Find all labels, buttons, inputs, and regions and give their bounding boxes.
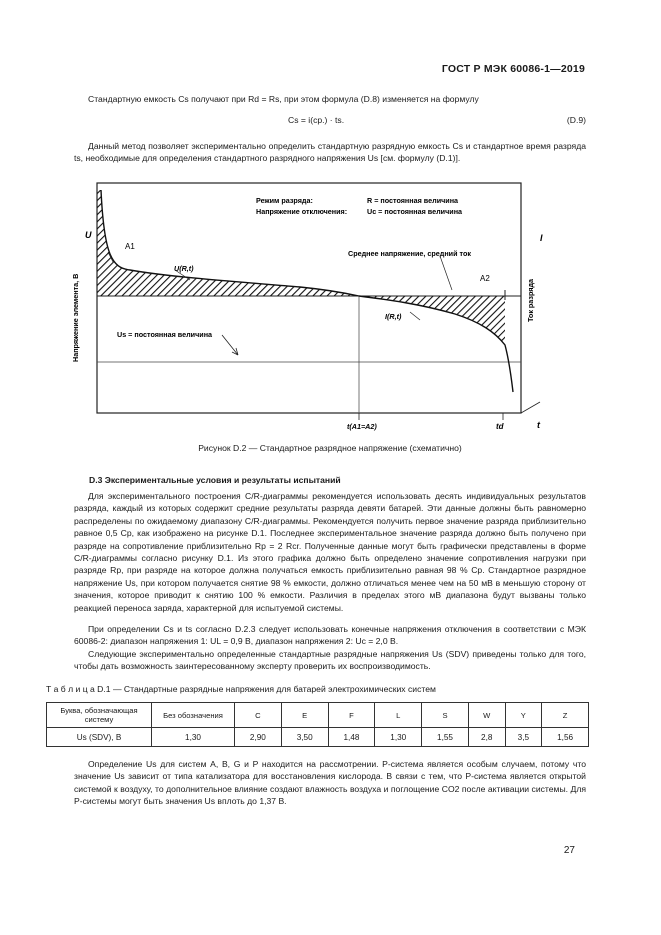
formula-expression: Cs = i(ср.) · ts.	[288, 115, 345, 125]
table-cell: 1,55	[422, 728, 469, 747]
area-a2	[359, 296, 505, 345]
page-number: 27	[563, 845, 575, 856]
table-cell: 1,48	[328, 728, 375, 747]
table-cell: E	[281, 703, 328, 728]
t-mark-label: t(A1=A2)	[347, 422, 377, 431]
table-cell: 2,90	[235, 728, 282, 747]
axis-i-label: I	[540, 233, 543, 243]
area-a1	[97, 190, 359, 296]
paragraph-determination: При определении Cs и ts согласно D.2.3 следует использовать конечные напряжения отключения в соответствии с МЭК 60086-2: диапазон напряжения 1: UL = 0,9 В, диапазон напряжения 2: Uc = 2,0 В.	[74, 624, 586, 647]
table-cell: F	[328, 703, 375, 728]
formula-number: (D.9)	[566, 115, 586, 125]
axis-u-label: U	[85, 230, 92, 240]
paragraph-standard-capacity: Стандартную емкость Cs получают при Rd = Rs, при этом формула (D.8) изменяется на формулу	[88, 94, 479, 104]
table-cell: 1,56	[542, 728, 589, 747]
mode-value: R = постоянная величина	[367, 196, 459, 205]
table-cell: 3,5	[505, 728, 542, 747]
table-cell: 1,30	[375, 728, 422, 747]
table-cell: 3,50	[281, 728, 328, 747]
table-row	[47, 728, 589, 747]
table-cell: Буква, обозначающая систему	[47, 703, 152, 728]
cutoff-value: Uc = постоянная величина	[367, 207, 463, 216]
table-header-row	[47, 703, 589, 728]
leader-us	[222, 335, 238, 355]
table-cell: Без обозначения	[152, 703, 235, 728]
table-cell: Us (SDV), В	[47, 728, 152, 747]
mode-label: Режим разряда:	[256, 196, 313, 205]
td-mark-label: td	[496, 422, 504, 431]
table-cell: Y	[505, 703, 542, 728]
leader-avg	[440, 256, 452, 290]
time-axis-arrow	[521, 402, 540, 413]
sdv-table	[46, 702, 589, 747]
paragraph-experimental: Для экспериментального построения C/R-диаграммы рекомендуется использовать десять индивидуальных результатов разряда, каждый из которых содержит средние результаты разряда девяти батарей. Эти данные должны быть равномерно распределены по ожидаемому диапазону C/R-диаграммы. Рекомендуется получить первое значение разряда приблизительно равное 0,5 Cp, как изображено на рисунке D.1. Последнее экспериментальное значение разряда должно быть получено при разряде на сопротивление приблизительно Rp = 2 Rcr. Полученные данные могут быть графически представлены в форме C/R-диаграммы согласно рисунку D.1. Из этого графика должно быть определено значение сопротивления нагрузки при разряде Rp, при разряде на которое должна получаться емкость приблизительно равная 98 % Cp. Стандартное разрядное напряжение Us, при котором получается снятие 98 % емкости, должно отличаться менее чем на 50 мВ в меньшую сторону от значения, которое приводит к снятию 100 % емкости. Различия в пределах этого мВ диапазона будут вызваны только реакцией переноса заряда, характерной для испытуемой системы.	[74, 491, 586, 613]
y2-axis-label: Ток разряда	[526, 278, 535, 322]
avg-label: Среднее напряжение, средний ток	[348, 249, 471, 258]
us-label: Us = постоянная величина	[117, 330, 213, 339]
leader-i-curve	[410, 312, 420, 320]
table-cell: 1,30	[152, 728, 235, 747]
section-title: D.3 Экспериментальные условия и результаты испытаний	[89, 475, 341, 485]
table-cell: C	[235, 703, 282, 728]
cutoff-label: Напряжение отключения:	[256, 207, 348, 216]
paragraph-sdv: Следующие экспериментально определенные стандартные разрядные напряжения Us (SDV) приведены только для того, чтобы дать возможность заинтересованному эксперту проверить их воспроизводимость.	[74, 649, 586, 672]
a1-label: A1	[125, 242, 135, 251]
paragraph-method: Данный метод позволяет экспериментально определить стандартную разрядную емкость Cs и стандартное время разряда ts, необходимые для определения стандартного разрядного напряжения Us [см. формулу (D.1)].	[74, 141, 586, 164]
u-curve-label: U(R,t)	[174, 264, 194, 273]
i-curve-label: I(R,t)	[385, 312, 402, 321]
table-cell: S	[422, 703, 469, 728]
axis-t-label: t	[537, 420, 540, 430]
document-header: ГОСТ Р МЭК 60086-1—2019	[441, 63, 585, 75]
table-cell: L	[375, 703, 422, 728]
table-cell: Z	[542, 703, 589, 728]
table-cell: 2,8	[468, 728, 505, 747]
table-caption: Т а б л и ц а D.1 — Стандартные разрядные напряжения для батарей электрохимических систем	[46, 684, 436, 694]
a2-label: A2	[480, 274, 490, 283]
y-axis-label: Напряжение элемента, В	[71, 273, 80, 362]
table-cell: W	[468, 703, 505, 728]
paragraph-p-system: Определение Us для систем A, B, G и P находится на рассмотрении. P-система является особым случаем, потому что значение Us зависит от типа катализатора для восстановления кислорода. В связи с тем, что P-система является открытой системой к воздуху, то дополнительное влияние создают влажность воздуха и поглощение CO2 после активации системы. Для P-системы могут быть значения Us вплоть до 1,37 В.	[74, 759, 586, 807]
figure-caption: Рисунок D.2 — Стандартное разрядное напряжение (схематично)	[198, 443, 462, 453]
